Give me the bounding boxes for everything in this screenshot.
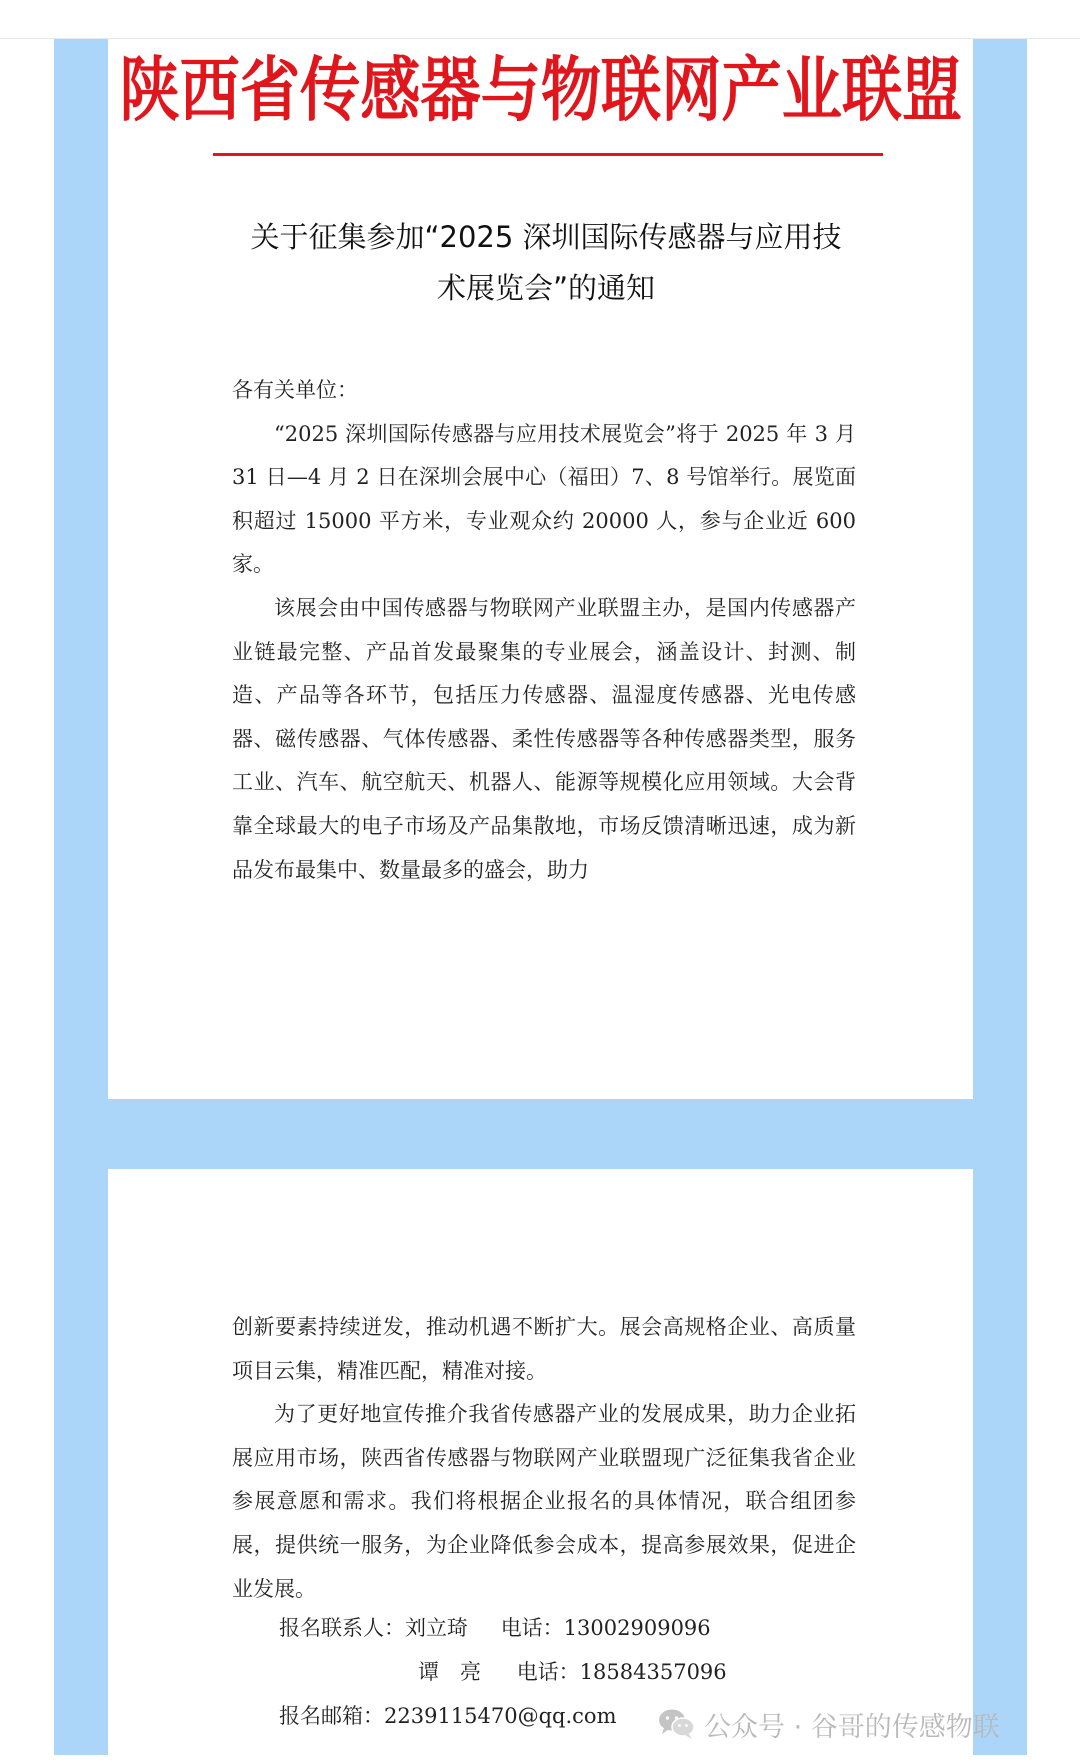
wechat-icon bbox=[658, 1708, 696, 1740]
right-blue-band bbox=[973, 39, 1027, 1755]
contact-email: 报名邮箱：2239115470@qq.com bbox=[279, 1704, 617, 1728]
contact2-phone: 电话：18584357096 bbox=[516, 1660, 727, 1684]
notice-title-line-2: 术展览会”的通知 bbox=[436, 271, 656, 305]
page1-body bbox=[232, 369, 856, 892]
contact-row-1 bbox=[279, 1613, 711, 1643]
paragraph-exhibition-scope: 该展会由中国传感器与物联网产业联盟主办，是国内传感器产业链最完整、产品首发最聚集的专业展会，涵盖设计、封测、制造、产品等各环节，包括压力传感器、温湿度传感器、光电传感器、磁传感器、气体传感器、柔性传感器等各种传感器类型，服务工业、汽车、航空航天、机器人、能源等规模化应用领域。大会背靠全球最大的电子市场及产品集散地，市场反馈清晰迅速，成为新品发布最集中、数量最多的盛会，助力 bbox=[232, 595, 856, 882]
notice-title bbox=[200, 212, 892, 314]
contact2-name: 谭 亮 bbox=[418, 1660, 481, 1684]
notice-title-line-1: 关于征集参加“2025 深圳国际传感器与应用技 bbox=[250, 220, 842, 254]
page-gap-band bbox=[54, 1099, 1027, 1169]
header-red-rule bbox=[213, 153, 883, 156]
salutation: 各有关单位： bbox=[232, 378, 358, 402]
paragraph-continued: 创新要素持续迸发，推动机遇不断扩大。展会高规格企业、高质量项目云集，精准匹配，精准对接。 bbox=[232, 1315, 856, 1383]
contact1-label: 报名联系人：刘立琦 bbox=[279, 1616, 468, 1640]
left-blue-band bbox=[54, 39, 108, 1755]
page2-body bbox=[232, 1306, 856, 1611]
contact-row-2 bbox=[418, 1657, 727, 1687]
org-header-title: 陕西省传感器与物联网产业联盟 bbox=[119, 49, 963, 131]
account-watermark bbox=[658, 1704, 1000, 1744]
paragraph-solicitation: 为了更好地宣传推介我省传感器产业的发展成果，助力企业拓展应用市场，陕西省传感器与物联网产业联盟现广泛征集我省企业参展意愿和需求。我们将根据企业报名的具体情况，联合组团参展，提供统一服务，为企业降低参会成本，提高参展效果，促进企业发展。 bbox=[232, 1402, 856, 1601]
contact1-phone: 电话：13002909096 bbox=[500, 1616, 711, 1640]
watermark-text: 公众号 · 谷哥的传感物联 bbox=[704, 1711, 1000, 1743]
paragraph-exhibition-info: “2025 深圳国际传感器与应用技术展览会”将于 2025 年 3 月 31 日—4 月 2 日在深圳会展中心（福田）7、8 号馆举行。展览面积超过 15000 平方米，专业观众约 20000 人，参与企业近 600 家。 bbox=[232, 421, 856, 577]
